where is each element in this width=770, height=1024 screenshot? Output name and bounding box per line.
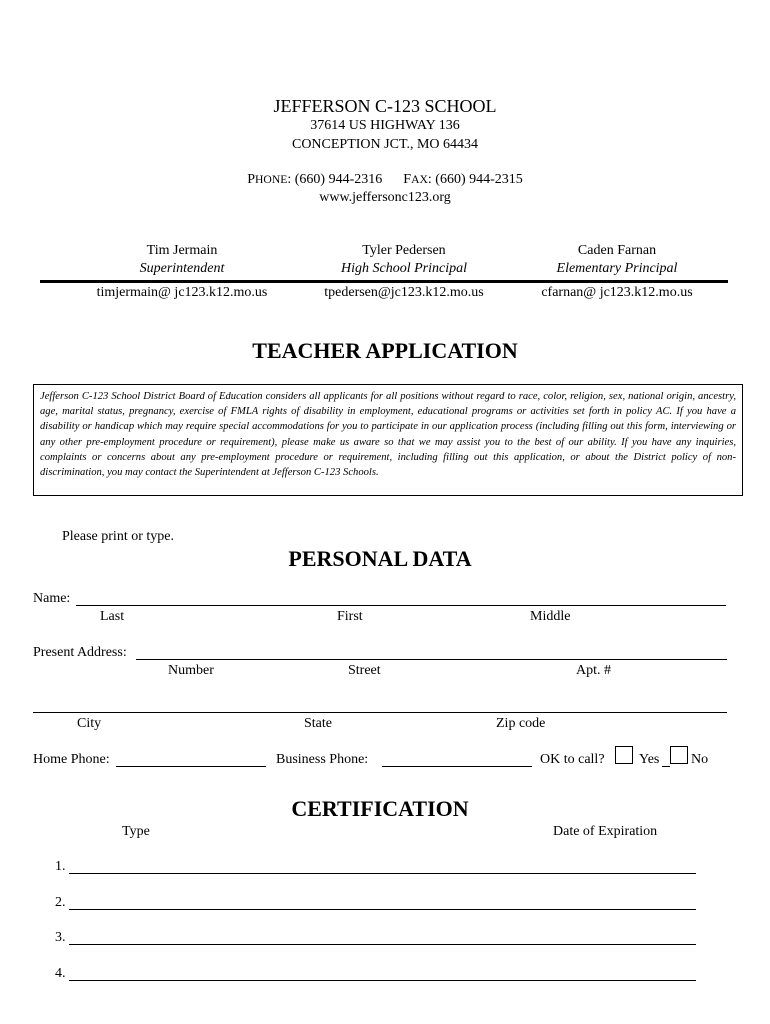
home-phone-line[interactable] (116, 766, 266, 767)
business-phone-label: Business Phone: (276, 752, 369, 767)
cert-row-number: 4. (55, 966, 66, 981)
non-discrimination-notice: Jefferson C-123 School District Board of Education considers all applicants for all positions without regard to race, color, religion, sex, national origin, ancestry, age, marital status, pregnancy, exercise of FMLA rights of disability in employment, educational programs or activities set forth in policy AC. If you have a disability or handicap which may require special accommodations for you to participate in our application process (including filling out this form, interviewing or any other pre-employment procedure or requirement), please make us aware so that we may assist you to the best of our ability. If you have any inquiries, complaints or concerns about any pre-employment procedure or requirement, including filling out this application, or about the District policy of non-discrimination, you may contact the Superintendent at Jefferson C-123 Schools. (33, 384, 743, 496)
staff-title: Superintendent (139, 261, 225, 276)
cert-type-caption: Type (122, 824, 150, 839)
staff-superintendent (62, 243, 302, 277)
email-superintendent[interactable]: timjermain@ jc123.k12.mo.us (96, 285, 268, 300)
staff-hs-principal (284, 243, 524, 277)
addr-apt-caption: Apt. # (576, 663, 611, 678)
phone-label: PHONE (247, 172, 288, 187)
cert-expiration-caption: Date of Expiration (553, 824, 658, 839)
no-checkbox[interactable] (670, 746, 688, 764)
email-hs-principal[interactable]: tpedersen@jc123.k12.mo.us (324, 285, 484, 300)
city-caption: City (77, 716, 102, 731)
print-instruction: Please print or type. (62, 529, 174, 544)
yes-underline (662, 766, 670, 767)
ok-to-call-label: OK to call? (540, 752, 605, 767)
header-divider (40, 280, 728, 283)
address-label: Present Address: (33, 645, 127, 660)
addr-street-caption: Street (348, 663, 381, 678)
staff-name: Tim Jermain (146, 243, 218, 258)
addr-number-caption: Number (168, 663, 214, 678)
cert-row-line[interactable] (69, 873, 696, 874)
name-input-line[interactable] (76, 605, 726, 606)
cert-row-number: 3. (55, 930, 66, 945)
yes-label: Yes (639, 752, 660, 767)
state-caption: State (304, 716, 332, 731)
website-link[interactable]: www.jeffersonc123.org (319, 190, 451, 205)
address-input-line[interactable] (136, 659, 727, 660)
phone-value: : (660) 944-2316 (287, 172, 383, 187)
cert-row-line[interactable] (69, 909, 696, 910)
contact-line (0, 172, 770, 188)
staff-title: Elementary Principal (556, 261, 678, 276)
name-label: Name: (33, 591, 71, 606)
home-phone-label: Home Phone: (33, 752, 110, 767)
school-name: JEFFERSON C-123 SCHOOL (273, 96, 497, 116)
name-first-caption: First (337, 609, 363, 624)
email-elem-principal[interactable]: cfarnan@ jc123.k12.mo.us (541, 285, 693, 300)
staff-title: High School Principal (341, 261, 467, 276)
staff-name: Tyler Pedersen (362, 243, 446, 258)
fax-value: : (660) 944-2315 (427, 172, 523, 187)
personal-data-heading: PERSONAL DATA (288, 546, 472, 571)
name-last-caption: Last (100, 609, 125, 624)
address-line-1: 37614 US HIGHWAY 136 (310, 118, 460, 133)
no-label: No (691, 752, 709, 767)
application-title: TEACHER APPLICATION (252, 338, 518, 363)
fax-label: FAX (403, 172, 428, 187)
certification-heading: CERTIFICATION (291, 796, 469, 821)
zip-caption: Zip code (496, 716, 546, 731)
city-state-zip-line[interactable] (33, 712, 727, 713)
yes-checkbox[interactable] (615, 746, 633, 764)
cert-row-line[interactable] (69, 980, 696, 981)
address-line-2: CONCEPTION JCT., MO 64434 (291, 137, 479, 152)
business-phone-line[interactable] (382, 766, 532, 767)
staff-name: Caden Farnan (577, 243, 657, 258)
cert-row-number: 2. (55, 895, 66, 910)
staff-elem-principal (497, 243, 737, 277)
cert-row-number: 1. (55, 859, 66, 874)
name-middle-caption: Middle (530, 609, 571, 624)
cert-row-line[interactable] (69, 944, 696, 945)
